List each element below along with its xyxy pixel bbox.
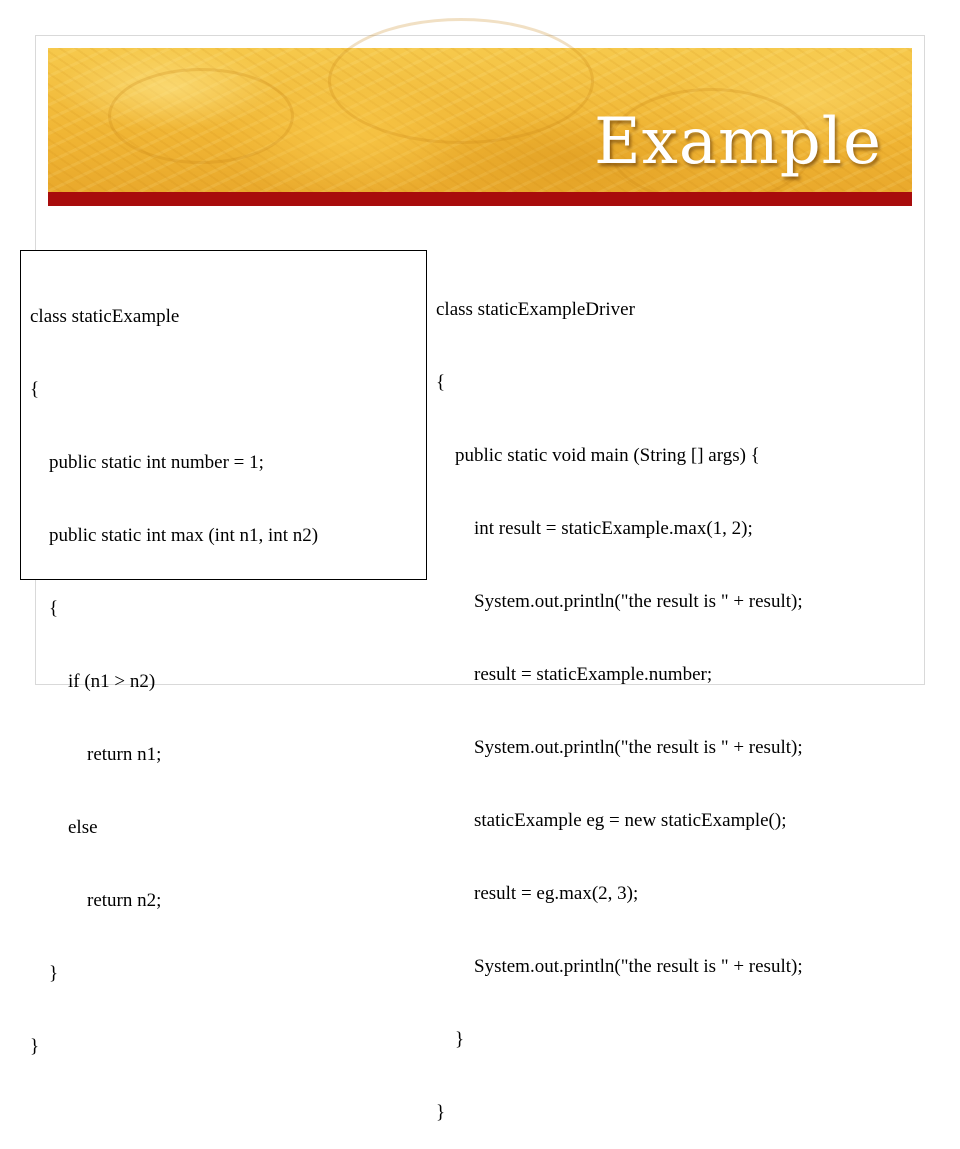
banner-texture-swirl	[328, 18, 594, 144]
code-line: public static int max (int n1, int n2)	[30, 525, 319, 546]
code-line: System.out.println("the result is " + result);	[436, 737, 803, 758]
banner-stripe	[48, 192, 912, 206]
code-line: }	[436, 1029, 465, 1050]
code-line: }	[30, 1036, 40, 1057]
code-line: System.out.println("the result is " + result);	[436, 591, 803, 612]
code-line: public static void main (String [] args) {	[436, 445, 760, 466]
code-line: {	[30, 598, 59, 619]
banner-texture-swirl	[108, 68, 294, 164]
code-line: result = staticExample.number;	[436, 664, 713, 685]
code-line: {	[436, 372, 446, 393]
code-line: result = eg.max(2, 3);	[436, 883, 639, 904]
code-line: return n2;	[30, 890, 162, 911]
code-line: if (n1 > n2)	[30, 671, 156, 692]
code-block-static-example	[30, 258, 318, 1083]
header-banner	[48, 48, 912, 206]
code-line: }	[436, 1102, 446, 1123]
code-line: int result = staticExample.max(1, 2);	[436, 518, 753, 539]
code-line: return n1;	[30, 744, 162, 765]
code-line: else	[30, 817, 98, 838]
code-line: System.out.println("the result is " + result);	[436, 956, 803, 977]
code-line: class staticExampleDriver	[436, 299, 635, 320]
code-line: {	[30, 379, 40, 400]
code-line: public static int number = 1;	[30, 452, 264, 473]
code-line: }	[30, 963, 59, 984]
slide-title: Example	[594, 105, 882, 179]
code-block-static-example-driver	[436, 251, 803, 1149]
code-line: class staticExample	[30, 306, 180, 327]
code-line: staticExample eg = new staticExample();	[436, 810, 787, 831]
